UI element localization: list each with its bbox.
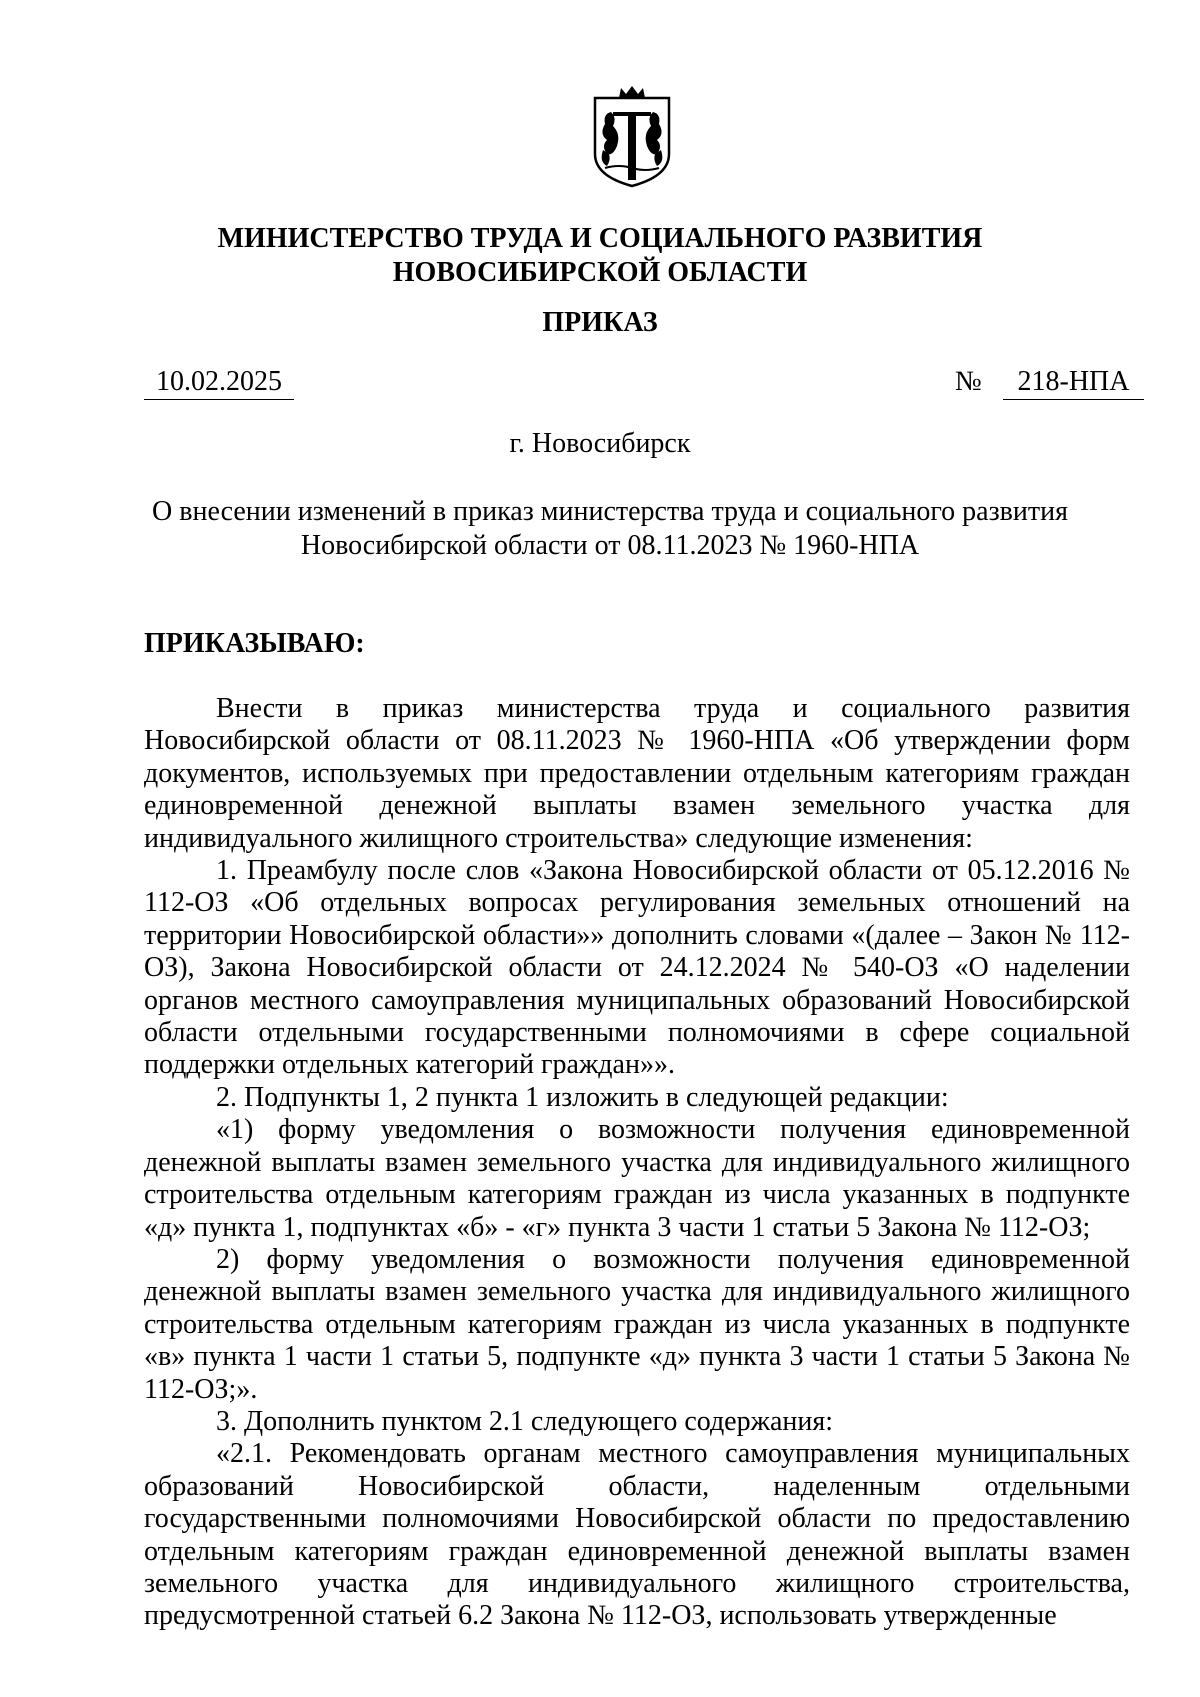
- paragraph-intro: Внести в приказ министерства труда и социального развития Новосибирской области от 08.11.2023 № 1960-НПА «Об утверждении форм документов, используемых при предоставлении отдельным категориям граждан единовременной денежной выплаты взамен земельного участка для индивидуального жилищного строительства» следующие изменения:: [144, 693, 1130, 854]
- subject-line-2: Новосибирской области от 08.11.2023 № 1960-НПА: [300, 530, 920, 561]
- ministry-line-2: НОВОСИБИРСКОЙ ОБЛАСТИ: [392, 257, 808, 288]
- document-type: ПРИКАЗ: [542, 307, 658, 338]
- subject-line-1: О внесении изменений в приказ министерства труда и социального развития: [152, 496, 1068, 527]
- paragraph-2-sub-1: «1) форму уведомления о возможности получения единовременной денежной выплаты взамен земельного участка для индивидуального жилищного строительства отдельным категориям граждан из числа указанных в подпункте «д» пункта 1, подпунктах «б» - «г» пункта 3 части 1 статьи 5 Закона № 112-ОЗ;: [144, 1114, 1130, 1243]
- order-number: 218-НПА: [1003, 365, 1144, 400]
- paragraph-2-sub-2: 2) форму уведомления о возможности получения единовременной денежной выплаты взамен земельного участка для индивидуального жилищного строительства отдельным категориям граждан из числа указанных в подпункте «в» пункта 1 части 1 статьи 5, подпункте «д» пункта 3 части 1 статьи 5 Закона № 112-ОЗ;».: [144, 1243, 1130, 1405]
- number-sign: №: [955, 366, 982, 397]
- paragraph-3: 3. Дополнить пунктом 2.1 следующего содержания:: [216, 1405, 834, 1437]
- ministry-name: [100, 222, 1100, 290]
- paragraph-1: 1. Преамбулу после слов «Закона Новосибирской области от 05.12.2016 № 112-ОЗ «Об отдельных вопросах регулирования земельных отношений на территории Новосибирской области»» дополнить словами «(далее – Закон № 112-ОЗ), Закона Новосибирской области от 24.12.2024 № 540-ОЗ «О наделении органов местного самоуправления муниципальных образований Новосибирской области отдельными государственными полномочиями в сфере социальной поддержки отдельных категорий граждан»».: [144, 855, 1130, 1081]
- order-directive: ПРИКАЗЫВАЮ:: [144, 628, 365, 659]
- order-date: 10.02.2025: [144, 365, 294, 400]
- coat-of-arms-icon: [591, 84, 673, 188]
- paragraph-2: 2. Подпункты 1, 2 пункта 1 изложить в следующей редакции:: [216, 1081, 949, 1113]
- ministry-line-1: МИНИСТЕРСТВО ТРУДА И СОЦИАЛЬНОГО РАЗВИТИЯ: [217, 223, 983, 254]
- order-body: [144, 693, 1130, 1633]
- paragraph-3-sub-2-1: «2.1. Рекомендовать органам местного самоуправления муниципальных образований Новосибирской области, наделенным отдельными государственными полномочиями Новосибирской области по предоставлению отдельным категориям граждан единовременной денежной выплаты взамен земельного участка для индивидуального жилищного строительства, предусмотренной статьей 6.2 Закона № 112-ОЗ, использовать утвержденные: [144, 1438, 1130, 1632]
- order-subject: [150, 495, 1070, 563]
- city: г. Новосибирск: [509, 428, 691, 459]
